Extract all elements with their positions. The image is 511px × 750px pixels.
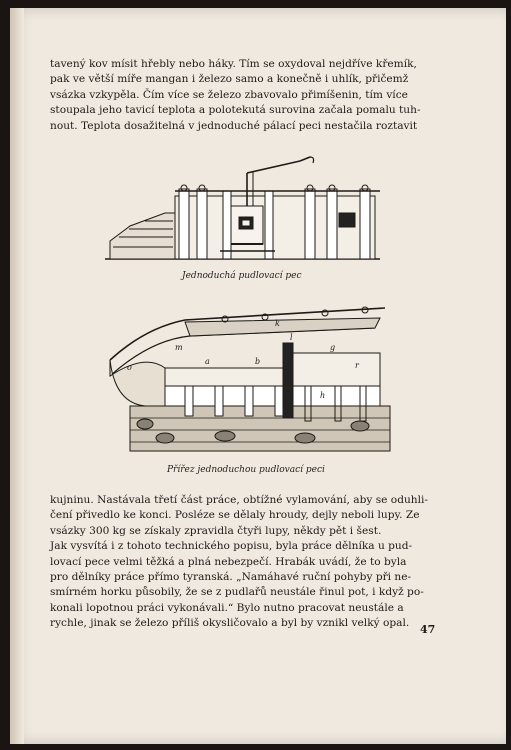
text-line: pro dělníky práce přímo tyranská. „Namáhavé ruční pohyby při ne- — [50, 571, 412, 584]
furnace-cross-section-illustration — [105, 298, 395, 458]
text-line: Jak vysvítá i z tohoto technického popisu, byla práce dělníka u pud- — [50, 540, 413, 553]
label-l: l — [290, 333, 293, 342]
text-line: čení přivedlo ke konci. Posléze se dělaly hroudy, dejly neboli lupy. Ze — [50, 509, 420, 522]
text-line: rychle, jinak se železo příliš okysličovalo a byl by vznikl velký opal. — [50, 617, 410, 630]
label-r: r — [355, 361, 359, 370]
paragraph-bottom — [50, 493, 472, 632]
text-line: kujninu. Nastávala třetí část práce, obtížné vylamování, aby se oduhli- — [50, 494, 428, 506]
text-line: stoupala jeho tavicí teplota a polotekutá surovina začala pomalu tuh- — [50, 104, 421, 117]
page-gutter — [10, 8, 24, 744]
text-line: tavený kov mísit hřebly nebo háky. Tím se oxydoval nejdříve křemík, — [50, 58, 417, 70]
label-h: h — [320, 391, 326, 400]
text-line: konali lopotnou práci vykonávali.“ Bylo nutno pracovat neustále a — [50, 601, 404, 614]
label-a: a — [205, 357, 210, 366]
text-line: smírném horku působily, že se z pudlařů neustále řinul pot, i když po- — [50, 586, 424, 599]
text-line: nout. Teplota dosažitelná v jednoduché pálací peci nestačila roztavit — [50, 119, 418, 132]
label-g: g — [330, 343, 336, 352]
label-m: m — [175, 343, 183, 352]
paragraph-top — [50, 57, 472, 134]
text-line: vsázky 300 kg se získaly zpravidla čtyři lupy, někdy pět i šest. — [50, 524, 382, 537]
text-line: pak ve větší míře mangan i železo samo a konečně i uhlík, přičemž — [50, 73, 409, 86]
label-o: o — [127, 363, 132, 372]
label-k: k — [275, 319, 280, 328]
text-line: vsázka vzkypěla. Čím více se železo zbavovalo přimíšenin, tím více — [50, 88, 408, 101]
label-b: b — [255, 357, 261, 366]
figure2-caption: Přířez jednoduchou pudlovací peci — [167, 465, 325, 475]
page-number: 47 — [420, 623, 436, 636]
text-line: lovací pece velmi těžká a plná nebezpečí. Hrabák uvádí, že to byla — [50, 555, 407, 568]
book-page — [10, 8, 506, 744]
puddling-furnace-illustration — [105, 151, 385, 271]
figure1-caption: Jednoduchá pudlovací pec — [182, 271, 302, 281]
